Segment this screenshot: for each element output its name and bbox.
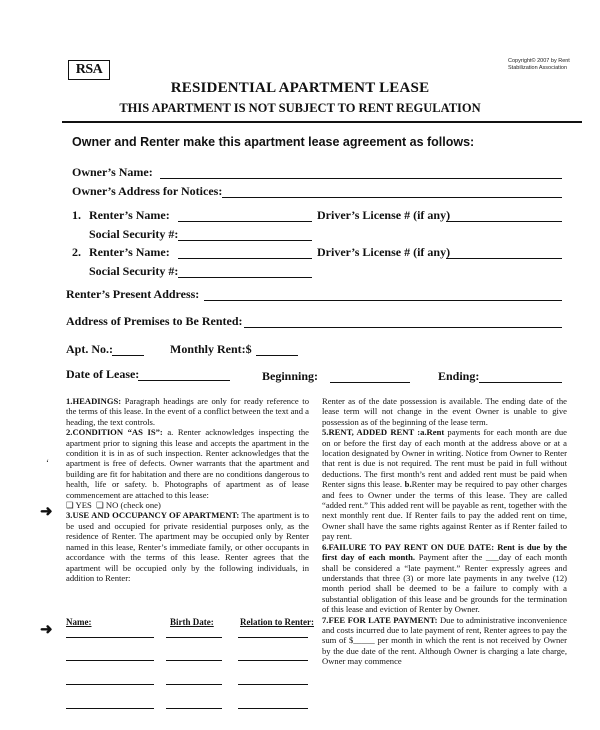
lease-subtitle: THIS APARTMENT IS NOT SUBJECT TO RENT REGULATION <box>119 101 481 115</box>
present-address-field[interactable] <box>204 300 562 301</box>
occupant-name-field[interactable] <box>66 708 154 709</box>
apt-no-label: Apt. No.: <box>66 342 113 356</box>
renter2-license-label: Driver’s License # (if any) <box>317 245 451 259</box>
clause-3: 3.USE AND OCCUPANCY OF APARTMENT: The apartment is to be used and occupied for private residential purposes only, as the residence of Renter. The apartment may be occupied only by Renter named in this lease, Renter’s immediate family, or other occupants in accordance with the terms of this lease. Renter agrees that the apartment will be occupied only by the following individuals, in addition to Renter: <box>66 510 310 583</box>
rsa-logo: RSA <box>68 60 110 80</box>
occupant-birthdate-field[interactable] <box>166 708 222 709</box>
occupant-name-field[interactable] <box>66 637 154 638</box>
date-of-lease-field[interactable] <box>138 380 230 381</box>
right-arrow-icon: ➜ <box>40 622 53 638</box>
premises-address-label: Address of Premises to Be Rented: <box>66 314 243 328</box>
occupant-birthdate-field[interactable] <box>166 660 222 661</box>
renter2-name-label: Renter’s Name: <box>89 245 170 259</box>
occupant-name-field[interactable] <box>66 684 154 685</box>
renter1-number: 1. <box>72 208 81 222</box>
left-column-clauses <box>66 396 309 583</box>
beginning-label: Beginning: <box>262 369 319 383</box>
checkbox-no[interactable]: ❏ NO (check one) <box>96 500 161 511</box>
owners-address-label: Owner’s Address for Notices: <box>72 184 223 198</box>
ending-field[interactable] <box>479 382 562 383</box>
renter1-ssn-field[interactable] <box>178 240 312 241</box>
occupants-name-header: Name: <box>66 617 92 627</box>
date-of-lease-label: Date of Lease: <box>66 367 140 381</box>
clause-1: 1.HEADINGS: Paragraph headings are only for ready reference to the terms of this lease. In the event of a conflict between the text and a heading, the text controls. <box>66 396 309 427</box>
right-column-clauses <box>322 396 567 730</box>
photo-checkboxes[interactable] <box>66 500 309 510</box>
lease-title: RESIDENTIAL APARTMENT LEASE <box>170 80 430 96</box>
renter1-ssn-label: Social Security #: <box>89 227 179 241</box>
margin-mark: ‘ <box>46 458 49 468</box>
clause-4-continued: Renter as of the date possession is available. The ending date of the lease term will not change in the event Owner is unable to give possession as of the beginning of the lease term. <box>322 396 567 427</box>
premises-address-field[interactable] <box>244 327 562 328</box>
renter1-license-field[interactable] <box>446 221 562 222</box>
renter1-name-field[interactable] <box>178 221 312 222</box>
owners-address-field[interactable] <box>222 197 562 198</box>
checkbox-yes[interactable]: ❏ YES <box>66 500 92 511</box>
occupants-relation-header: Relation to Renter: <box>240 617 314 627</box>
copyright-notice: Copyright© 2007 by Rent Stabilization Association <box>508 58 570 71</box>
occupant-relation-field[interactable] <box>238 684 308 685</box>
clause-2: 2.CONDITION “AS IS”: a. Renter acknowledges inspecting the apartment prior to signing this lease and accepts the apartment in the condition it is in as of such inspection. Renter acknowledges that the apartment is free of defects. Owner warrants that the apartment and building are fit for habitation and there are no conditions dangerous to health, life or safety. b. Photographs of apartment as of lease commencement are attached to this lease: <box>66 427 309 500</box>
occupant-relation-field[interactable] <box>238 708 308 709</box>
occupant-name-field[interactable] <box>66 660 154 661</box>
clause-7: 7.FEE FOR LATE PAYMENT: Due to administrative inconvenience and costs incurred due to late payment of rent, Renter agrees to pay the sum of $_____ per month in which the rent is not received by Owner by the due date of the rent. Although Owner is charging a late charge, Owner may commence <box>322 614 567 667</box>
renter2-name-field[interactable] <box>178 258 312 259</box>
occupants-birthdate-header: Birth Date: <box>170 617 214 627</box>
owners-name-label: Owner’s Name: <box>72 165 153 179</box>
occupant-birthdate-field[interactable] <box>166 637 222 638</box>
monthly-rent-label: Monthly Rent:$ <box>170 342 252 356</box>
occupant-relation-field[interactable] <box>238 637 308 638</box>
renter2-license-field[interactable] <box>446 258 562 259</box>
apt-no-field[interactable] <box>112 355 144 356</box>
right-arrow-icon: ➜ <box>40 504 53 520</box>
present-address-label: Renter’s Present Address: <box>66 287 200 301</box>
renter2-ssn-field[interactable] <box>178 277 312 278</box>
renter2-number: 2. <box>72 245 81 259</box>
occupant-birthdate-field[interactable] <box>166 684 222 685</box>
owners-name-field[interactable] <box>160 178 562 179</box>
beginning-field[interactable] <box>330 382 410 383</box>
clause-6: 6.FAILURE TO PAY RENT ON DUE DATE: Rent is due by the first day of each month. Payment after the ___day of each month shall be considered a “late payment.” Renter expressly agrees and understands that three (3) or more late payments in any twelve (12) month period shall be deemed to be a failure to comply with a substantial obligation of this lease and be grounds for the termination of this lease and eviction of Renter by Owner. <box>322 541 567 615</box>
renter2-ssn-label: Social Security #: <box>89 264 179 278</box>
header-rule <box>62 121 582 123</box>
renter1-name-label: Renter’s Name: <box>89 208 170 222</box>
ending-label: Ending: <box>438 369 480 383</box>
occupant-relation-field[interactable] <box>238 660 308 661</box>
renter1-license-label: Driver’s License # (if any) <box>317 208 451 222</box>
intro-text: Owner and Renter make this apartment lease agreement as follows: <box>72 135 475 149</box>
monthly-rent-field[interactable] <box>256 355 298 356</box>
clause-5: 5.RENT, ADDED RENT :a.Rent payments for each month are due on or before the first day of each month at the address above or at a location designated by Owner in writing. Notice from Owner to Renter that rent is due is not required. The rent must be paid in full without deductions. The first month’s rent and added rent must be paid when Renter signs this lease. b.Renter may be required to pay other charges and fees to Owner under the terms of this lease. They are called “added rent.” This added rent will be payable as rent, together with the next monthly rent due. If Renter fails to pay the added rent on time, Owner shall have the same rights against Renter as if Renter failed to pay rent. <box>322 427 567 542</box>
